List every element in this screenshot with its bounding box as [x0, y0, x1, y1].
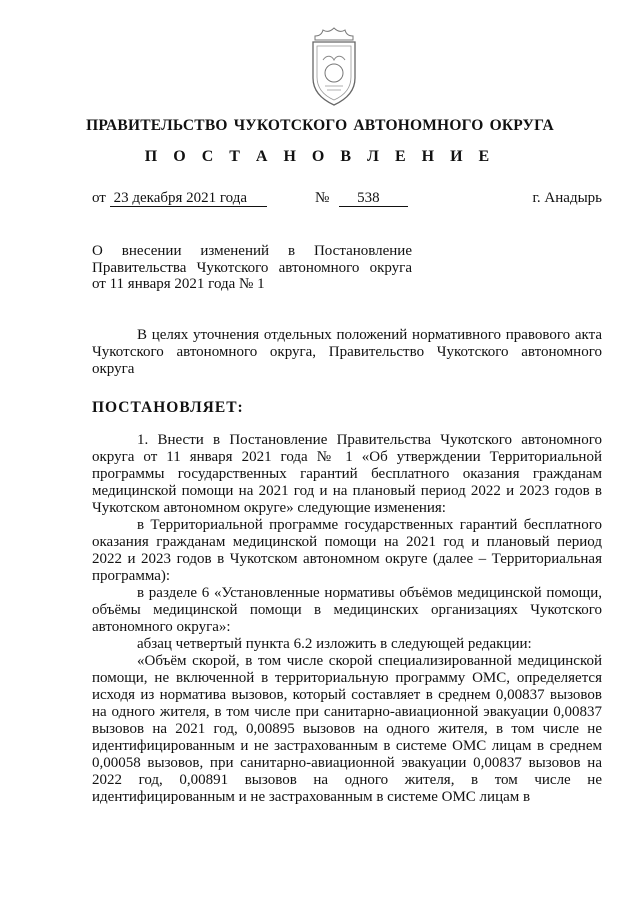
paragraph: в разделе 6 «Установленные нормативы объёмов медицинской помощи, объёмы медицинской помощи в медицинских организациях Чукотского автономного округа»:: [92, 585, 602, 635]
number-label: №: [315, 190, 330, 206]
from-label: от: [92, 190, 106, 206]
subject-line: Правительства Чукотского автономного округа: [92, 259, 412, 276]
paragraph: «Объём скорой, в том числе скорой специализированной медицинской помощи, не включенной в территориальную программу ОМС, определяется исходя из норматива вызовов, который составляет в среднем 0,00837 вызовов на одного жителя, в том числе при санитарно-авиационной эвакуации 0,00837 вызовов на 2021 год, 0,00895 вызовов на одного жителя, в том числе не идентифицированным и не застрахованным в системе ОМС лицам в среднем 0,00058 вызовов, при санитарно-авиационной эвакуации 0,00837 вызовов на 2022 год, 0,00891 вызовов на одного жителя, в том числе не идентифицированным и не застрахованным в системе ОМС лицам в: [92, 653, 602, 805]
document-city: г. Анадырь: [532, 190, 602, 206]
number-line: [315, 190, 408, 207]
document-date: 23 декабря 2021 года: [110, 191, 267, 207]
subject-line: от 11 января 2021 года № 1: [92, 276, 265, 292]
paragraph: 1. Внести в Постановление Правительства Чукотского автономного округа от 11 января 2021 года № 1 «Об утверждении Территориальной программы государственных гарантий бесплатного оказания гражданам медицинской помощи на 2021 год и на плановый период 2022 и 2023 годов в Чукотском автономном округе» следующие изменения:: [92, 432, 602, 516]
document-subject: [92, 243, 412, 293]
document-number: 538: [339, 191, 408, 207]
paragraph: в Территориальной программе государственных гарантий бесплатного оказания гражданам медицинской помощи на 2021 год и плановый период 2022 и 2023 годов в Чукотском автономном округе (далее – Территориальная программа):: [92, 517, 602, 584]
decree-heading: ПОСТАНОВЛЯЕТ:: [92, 399, 244, 416]
subject-line: О внесении изменений в Постановление: [92, 243, 412, 259]
paragraph: абзац четвертый пункта 6.2 изложить в следующей редакции:: [137, 636, 532, 652]
preamble-paragraph: [92, 327, 602, 378]
chukotka-coat-of-arms-icon: [305, 26, 363, 108]
decree-body: [92, 432, 602, 806]
date-line: [92, 190, 267, 207]
document-type-heading: П О С Т А Н О В Л Е Н И Е: [144, 148, 496, 165]
preamble-text: В целях уточнения отдельных положений нормативного правового акта Чукотского автономного округа, Правительство Чукотского автономного округа: [92, 327, 602, 377]
government-title: ПРАВИТЕЛЬСТВО ЧУКОТСКОГО АВТОНОМНОГО ОКРУГА: [86, 117, 554, 134]
